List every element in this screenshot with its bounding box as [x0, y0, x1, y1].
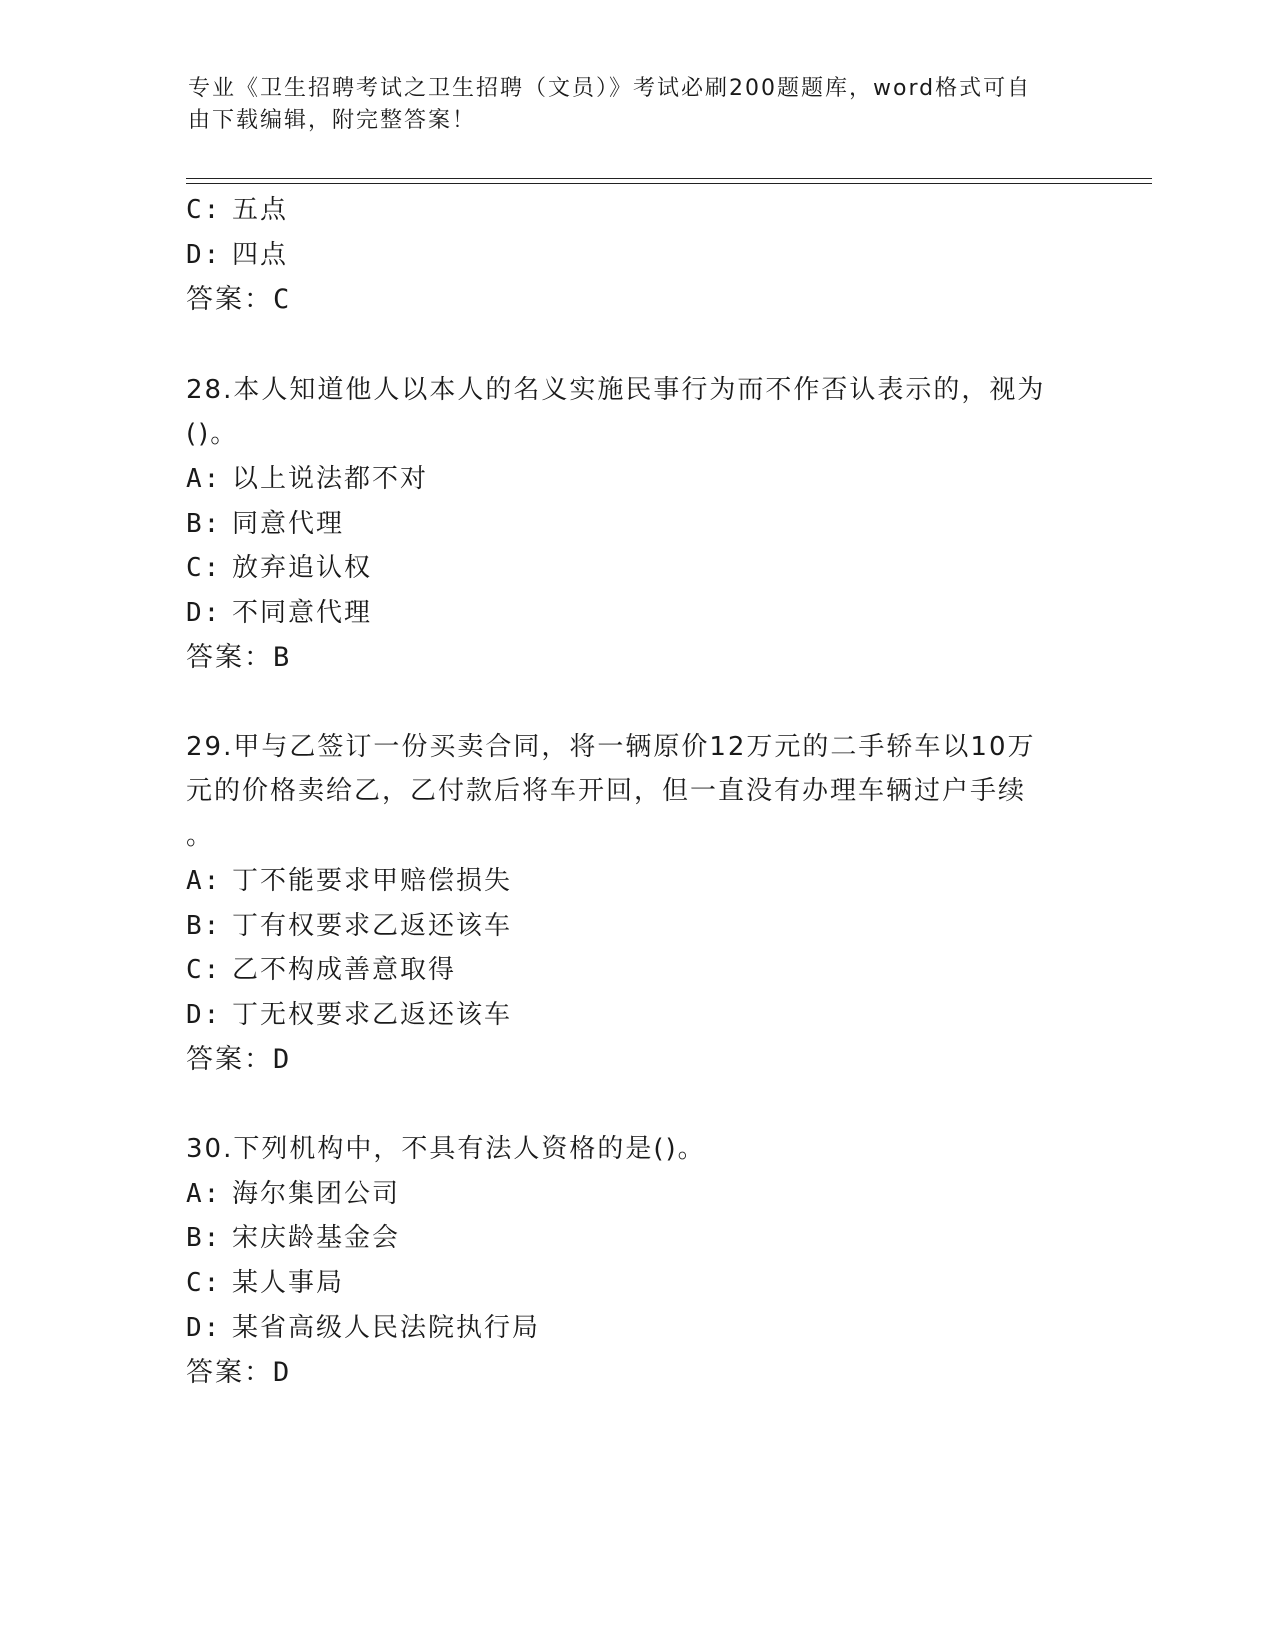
option-d [186, 595, 372, 631]
answer-line [186, 640, 291, 676]
option-text: 五点 [232, 195, 289, 225]
answer-line [186, 1355, 291, 1391]
option-text: 丁有权要求乙返还该车 [232, 911, 513, 941]
option-letter: C: [186, 195, 222, 225]
option-letter: D: [186, 1000, 222, 1030]
header-line-1: 专业《卫生招聘考试之卫生招聘（文员）》考试必刷200题题库，word格式可自 [188, 76, 1032, 101]
option-text: 海尔集团公司 [232, 1179, 401, 1209]
option-text: 放弃追认权 [232, 553, 373, 583]
answer-value: B [273, 642, 292, 673]
question-stem: 30.下列机构中，不具有法人资格的是()。 [186, 1134, 706, 1164]
question-stem: 元的价格卖给乙，乙付款后将车开回，但一直没有办理车辆过户手续 [186, 776, 1027, 806]
option-letter: B: [186, 911, 222, 941]
option-c [186, 952, 456, 988]
header-divider-bottom [186, 183, 1152, 184]
option-letter: A: [186, 1179, 222, 1209]
option-letter: D: [186, 240, 222, 270]
option-letter: A: [186, 464, 222, 494]
option-text: 丁无权要求乙返还该车 [232, 1000, 513, 1030]
option-text: 丁不能要求甲赔偿损失 [232, 866, 513, 896]
question-stem: 28.本人知道他人以本人的名义实施民事行为而不作否认表示的，视为 [186, 375, 1046, 405]
document-header [188, 73, 1068, 137]
option-text: 同意代理 [232, 509, 345, 539]
option-b [186, 506, 344, 542]
answer-value: D [273, 1044, 292, 1075]
option-letter: C: [186, 955, 222, 985]
header-line-2: 由下载编辑，附完整答案！ [188, 108, 477, 133]
option-d [186, 1310, 540, 1346]
answer-label: 答案： [186, 284, 273, 315]
option-letter: D: [186, 598, 222, 628]
option-a [186, 1176, 400, 1212]
answer-value: D [273, 1357, 292, 1388]
option-letter: C: [186, 1268, 222, 1298]
option-text: 某省高级人民法院执行局 [232, 1313, 541, 1343]
option-b [186, 1220, 400, 1256]
option-letter: A: [186, 866, 222, 896]
answer-value: C [273, 284, 292, 315]
option-c [186, 192, 288, 228]
option-b [186, 908, 512, 944]
option-text: 乙不构成善意取得 [232, 955, 457, 985]
header-divider-top [186, 178, 1152, 179]
answer-label: 答案： [186, 1044, 273, 1075]
option-text: 以上说法都不对 [232, 464, 429, 494]
option-a [186, 863, 512, 899]
option-text: 某人事局 [232, 1268, 345, 1298]
option-c [186, 1265, 344, 1301]
answer-line [186, 1042, 291, 1078]
option-letter: B: [186, 509, 222, 539]
option-a [186, 461, 428, 497]
answer-label: 答案： [186, 642, 273, 673]
option-text: 不同意代理 [232, 598, 373, 628]
option-c [186, 550, 372, 586]
option-letter: D: [186, 1313, 222, 1343]
answer-line [186, 282, 291, 318]
answer-label: 答案： [186, 1357, 273, 1388]
option-text: 四点 [232, 240, 289, 270]
question-stem: ()。 [186, 419, 239, 449]
option-letter: B: [186, 1223, 222, 1253]
option-text: 宋庆龄基金会 [232, 1223, 401, 1253]
option-d [186, 997, 512, 1033]
question-stem: 29.甲与乙签订一份买卖合同，将一辆原价12万元的二手轿车以10万 [186, 732, 1036, 762]
question-stem: 。 [186, 821, 215, 851]
option-letter: C: [186, 553, 222, 583]
option-d [186, 237, 288, 273]
